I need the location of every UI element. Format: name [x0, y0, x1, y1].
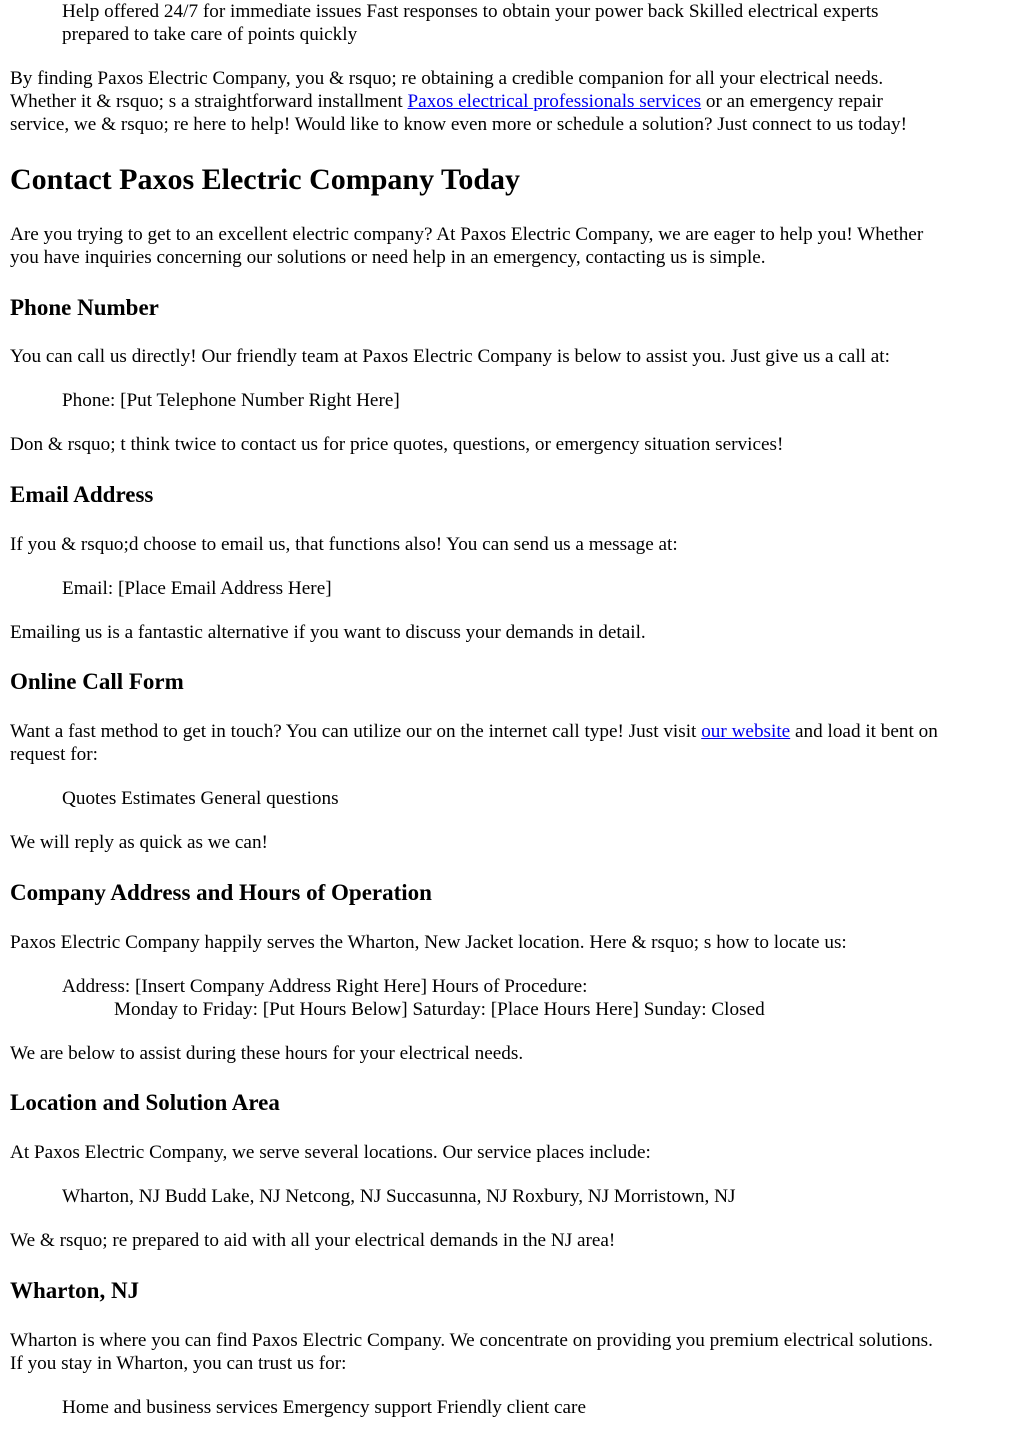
wharton-heading: Wharton, NJ — [10, 1278, 140, 1303]
address-line: Address: [Insert Company Address Right Here] Hours of Procedure: — [62, 976, 588, 997]
form-intro-line-2: request for: — [10, 744, 98, 765]
intro-list-line-2: prepared to take care of points quickly — [62, 24, 358, 45]
phone-outro: Don & rsquo; t think twice to contact us for price quotes, questions, or emergency situation services! — [10, 434, 784, 455]
closing-paragraph-line-1: By finding Paxos Electric Company, you & rsquo; re obtaining a credible companion for all your electrical needs. — [10, 68, 884, 89]
area-intro: At Paxos Electric Company, we serve several locations. Our service places include: — [10, 1142, 651, 1163]
address-heading: Company Address and Hours of Operation — [10, 880, 432, 905]
phone-intro: You can call us directly! Our friendly team at Paxos Electric Company is below to assist you. Just give us a call at: — [10, 346, 890, 367]
email-value: Email: [Place Email Address Here] — [62, 578, 332, 599]
wharton-line-2: If you stay in Wharton, you can trust us for: — [10, 1353, 347, 1374]
form-request-list: Quotes Estimates General questions — [62, 788, 339, 809]
phone-heading: Phone Number — [10, 295, 159, 320]
wharton-services-list: Home and business services Emergency support Friendly client care — [62, 1397, 586, 1418]
website-link[interactable]: our website — [701, 721, 791, 742]
closing-text-before-link: Whether it & rsquo; s a straightforward installment — [10, 91, 408, 112]
closing-text-after-link: or an emergency repair — [701, 91, 883, 112]
area-list: Wharton, NJ Budd Lake, NJ Netcong, NJ Succasunna, NJ Roxbury, NJ Morristown, NJ — [62, 1186, 736, 1207]
page-title: Contact Paxos Electric Company Today — [10, 163, 520, 196]
form-text-after-link: and load it bent on — [790, 721, 938, 742]
form-outro: We will reply as quick as we can! — [10, 832, 268, 853]
area-outro: We & rsquo; re prepared to aid with all your electrical demands in the NJ area! — [10, 1230, 616, 1251]
email-heading: Email Address — [10, 482, 154, 507]
closing-paragraph-line-2 — [10, 90, 883, 113]
email-intro: If you & rsquo;d choose to email us, that functions also! You can send us a message at: — [10, 534, 678, 555]
form-text-before-link: Want a fast method to get in touch? You can utilize our on the internet call type! Just visit — [10, 721, 702, 742]
area-heading: Location and Solution Area — [10, 1090, 280, 1115]
phone-value: Phone: [Put Telephone Number Right Here] — [62, 390, 400, 411]
services-link[interactable]: Paxos electrical professionals services — [407, 91, 702, 112]
email-outro: Emailing us is a fantastic alternative if you want to discuss your demands in detail. — [10, 622, 646, 643]
contact-intro-line-2: you have inquiries concerning our solutions or need help in an emergency, contacting us is simple. — [10, 247, 766, 268]
closing-paragraph-line-3: service, we & rsquo; re here to help! Would like to know even more or schedule a solution? Just connect to us today! — [10, 114, 908, 135]
contact-intro-line-1: Are you trying to get to an excellent electric company? At Paxos Electric Company, we are eager to help you! Whether — [10, 224, 924, 245]
form-heading: Online Call Form — [10, 669, 184, 694]
wharton-line-1: Wharton is where you can find Paxos Electric Company. We concentrate on providing you premium electrical solutions. — [10, 1330, 933, 1351]
intro-list-line-1: Help offered 24/7 for immediate issues Fast responses to obtain your power back Skilled electrical experts — [62, 1, 879, 22]
hours-line: Monday to Friday: [Put Hours Below] Saturday: [Place Hours Here] Sunday: Closed — [114, 999, 765, 1020]
address-outro: We are below to assist during these hours for your electrical needs. — [10, 1043, 524, 1064]
form-intro-line-1 — [10, 720, 938, 743]
address-intro: Paxos Electric Company happily serves the Wharton, New Jacket location. Here & rsquo; s how to locate us: — [10, 932, 847, 953]
